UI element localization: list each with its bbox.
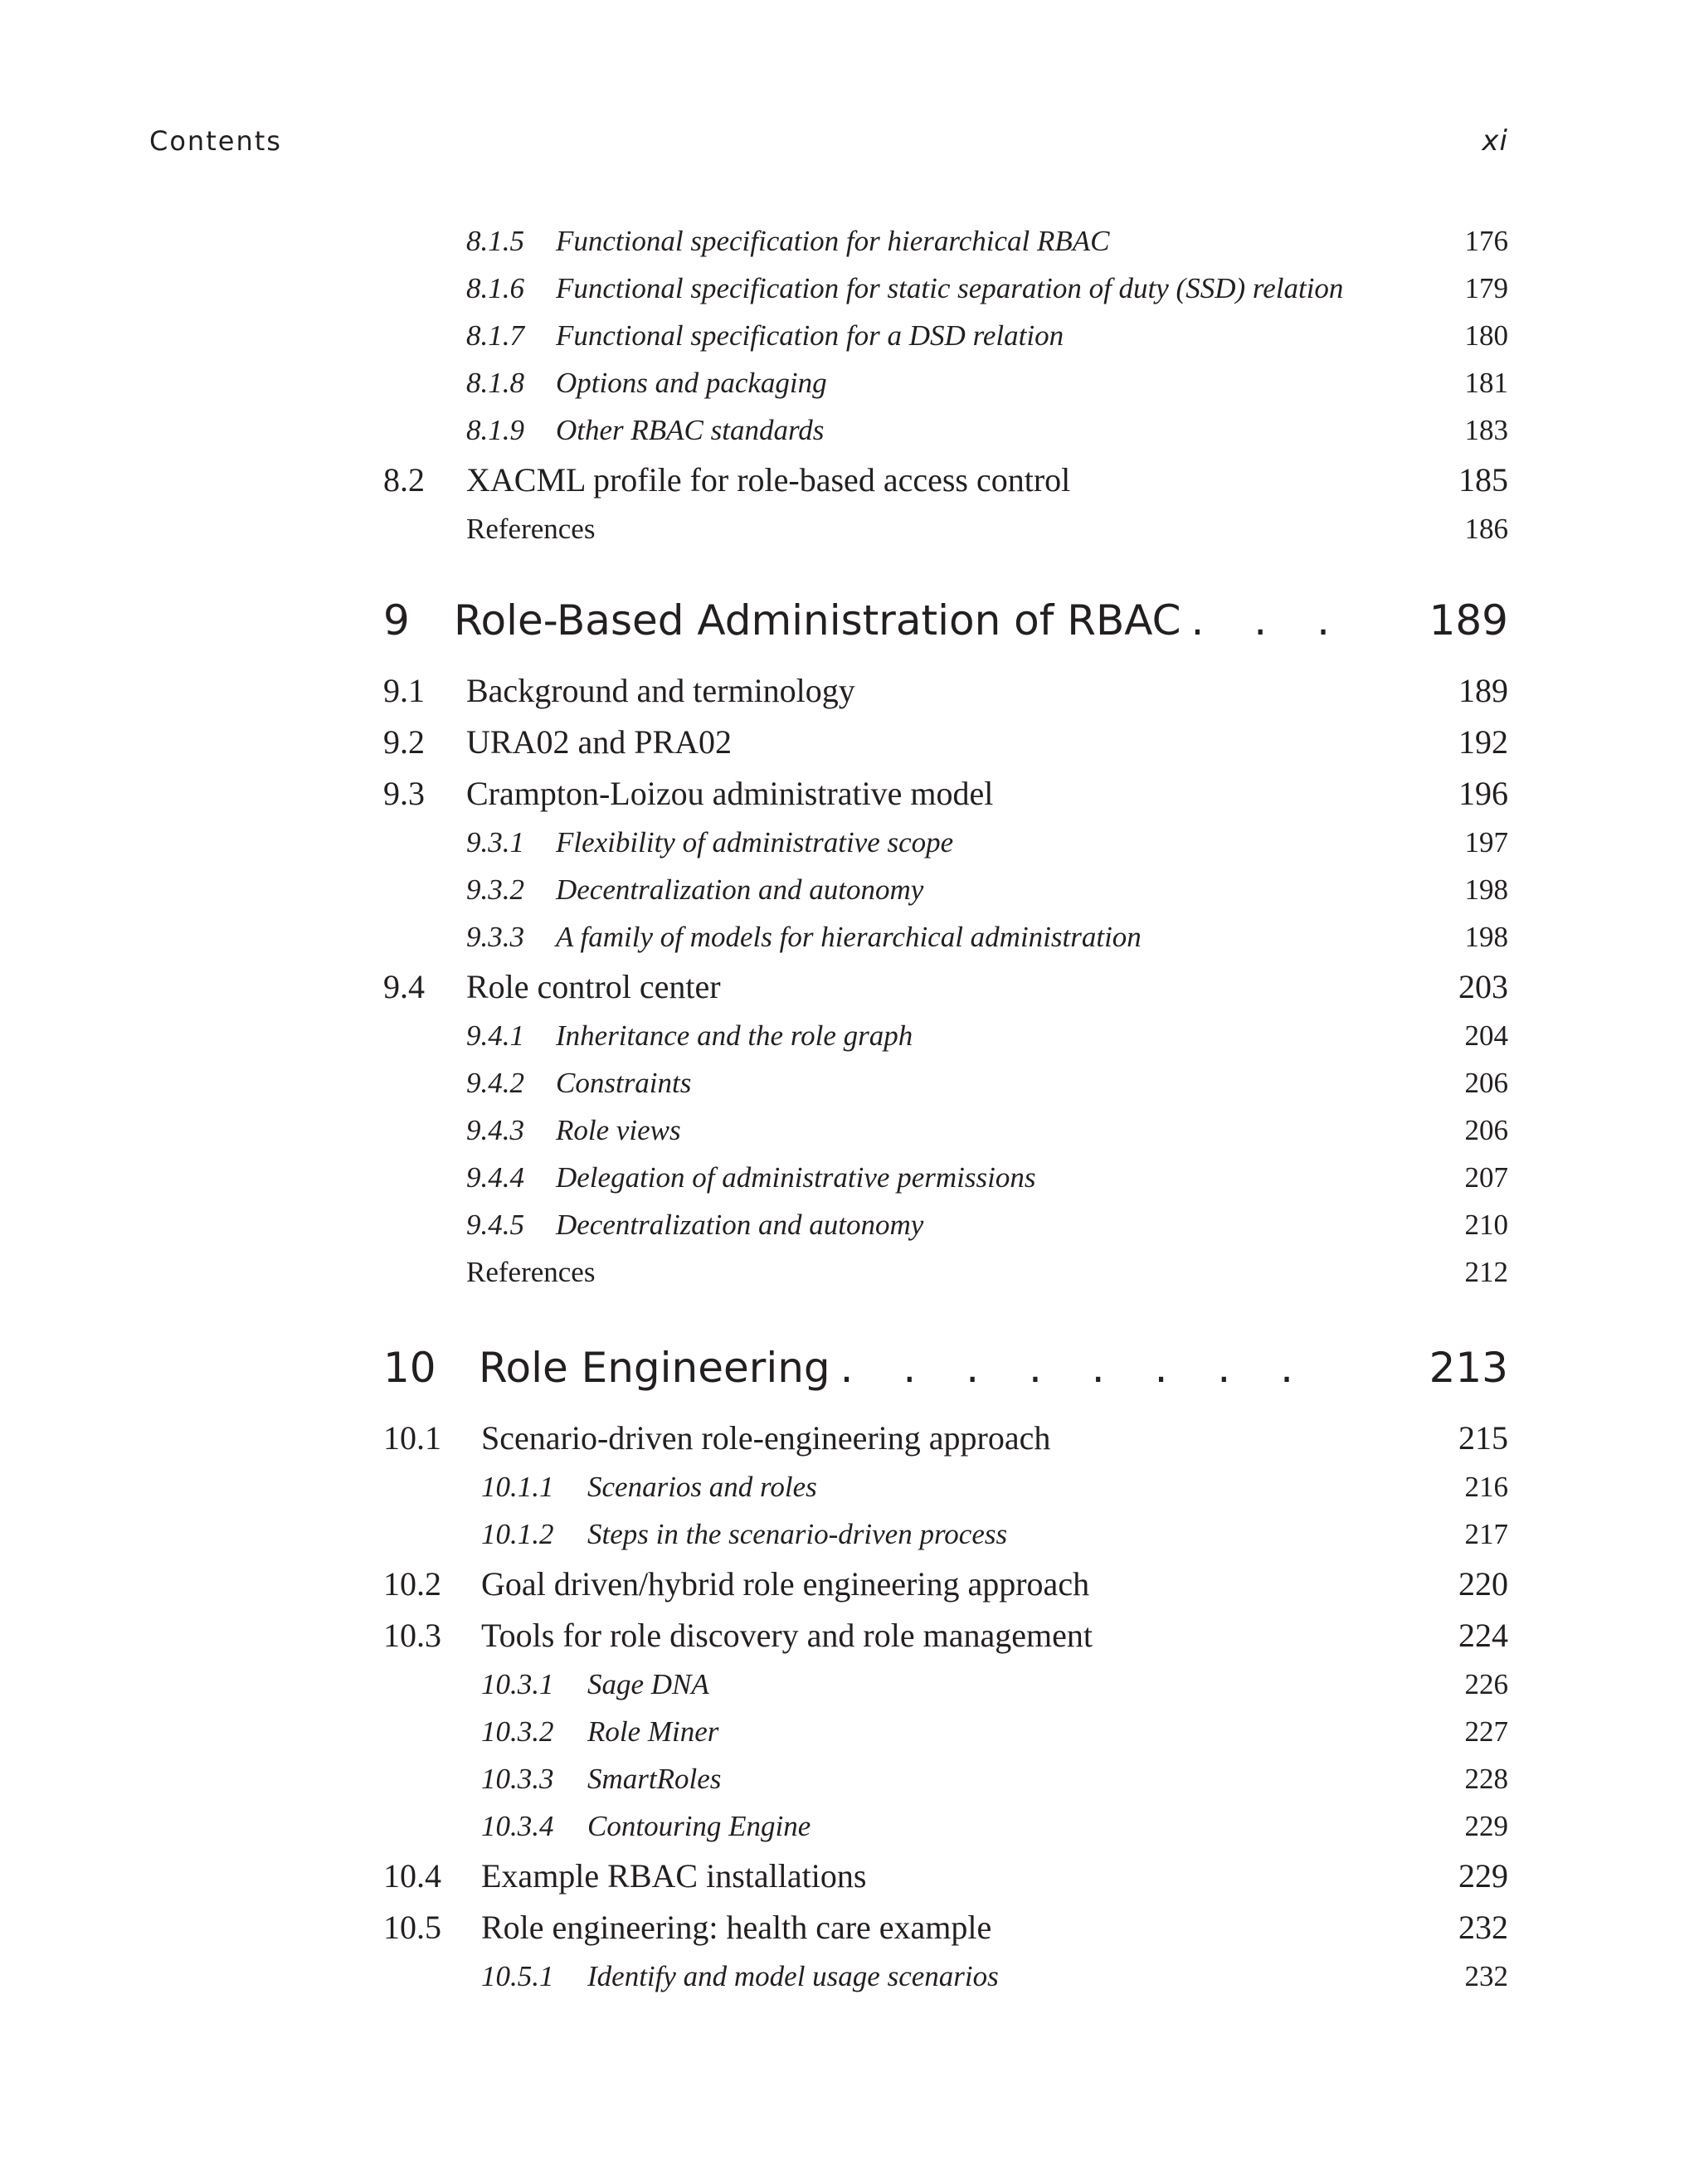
entry-title: Other RBAC standards bbox=[556, 413, 825, 446]
entry-number: 10.3.1 bbox=[481, 1667, 554, 1700]
entry-number: 9.3.3 bbox=[466, 920, 524, 953]
running-head bbox=[149, 124, 1508, 158]
entry-page: 224 bbox=[1458, 1616, 1508, 1654]
chapter-page: 189 bbox=[1429, 596, 1508, 644]
entry-page: 226 bbox=[1464, 1667, 1508, 1700]
entry-title: SmartRoles bbox=[587, 1762, 722, 1795]
entry-title: Inheritance and the role graph bbox=[556, 1019, 913, 1052]
chapter-leader-dots: . . . . . . . . bbox=[840, 1344, 1312, 1392]
toc-subsection-entry bbox=[383, 1107, 1508, 1154]
entry-title: Functional specification for a DSD relation bbox=[556, 319, 1064, 352]
entry-page: 186 bbox=[1464, 512, 1508, 545]
running-head-page-number: xi bbox=[1482, 124, 1508, 158]
entry-title: Flexibility of administrative scope bbox=[556, 825, 954, 859]
toc-subsection-entry bbox=[383, 1463, 1508, 1510]
toc-chapter-heading bbox=[383, 591, 1508, 649]
entry-page: 197 bbox=[1464, 825, 1508, 859]
toc-subsection-entry bbox=[383, 1059, 1508, 1107]
toc-subsection-entry bbox=[383, 1201, 1508, 1248]
toc-subsection-entry bbox=[383, 1953, 1508, 2000]
entry-title: Options and packaging bbox=[556, 366, 827, 399]
entry-title: Decentralization and autonomy bbox=[556, 1208, 924, 1241]
entry-number: 9.4.4 bbox=[466, 1160, 524, 1194]
entry-title: URA02 and PRA02 bbox=[466, 722, 733, 761]
toc-subsection-entry bbox=[383, 1510, 1508, 1558]
entry-number: 10.3.2 bbox=[481, 1715, 554, 1748]
entry-number: 9.4 bbox=[383, 967, 425, 1005]
toc-subsection-entry bbox=[383, 265, 1508, 312]
chapter-number: 9 bbox=[383, 596, 410, 644]
toc-section-entry bbox=[383, 767, 1508, 819]
toc-subsection-entry bbox=[383, 1154, 1508, 1201]
toc-section-entry bbox=[383, 1850, 1508, 1901]
entry-number: 8.1.5 bbox=[466, 224, 524, 257]
entry-page: 228 bbox=[1464, 1762, 1508, 1795]
entry-page: 229 bbox=[1458, 1856, 1508, 1895]
entry-page: 217 bbox=[1464, 1517, 1508, 1550]
entry-page: 216 bbox=[1464, 1470, 1508, 1503]
entry-number: 8.1.9 bbox=[466, 413, 524, 446]
entry-page: 198 bbox=[1464, 873, 1508, 906]
entry-page: 204 bbox=[1464, 1019, 1508, 1052]
entry-page: 229 bbox=[1464, 1809, 1508, 1842]
entry-title: Role views bbox=[556, 1113, 681, 1146]
entry-number: 10.1.2 bbox=[481, 1517, 554, 1550]
entry-number: 9.2 bbox=[383, 722, 425, 761]
entry-title: Functional specification for static separation of duty (SSD) relation bbox=[556, 271, 1344, 304]
toc-section-entry bbox=[383, 1558, 1508, 1609]
entry-page: 180 bbox=[1464, 319, 1508, 352]
entry-page: 206 bbox=[1464, 1113, 1508, 1146]
toc-references-entry bbox=[383, 1248, 1508, 1296]
entry-title: Scenarios and roles bbox=[587, 1470, 817, 1503]
entry-title: Contouring Engine bbox=[587, 1809, 811, 1842]
entry-title: Scenario-driven role-engineering approach bbox=[481, 1418, 1051, 1457]
entry-page: 210 bbox=[1464, 1208, 1508, 1241]
toc-block-chapter10 bbox=[383, 1339, 1508, 2000]
entry-title: Identify and model usage scenarios bbox=[587, 1959, 999, 1992]
entry-number: 10.3.4 bbox=[481, 1809, 554, 1842]
entry-number: 9.3.1 bbox=[466, 825, 524, 859]
entry-page: 207 bbox=[1464, 1160, 1508, 1194]
toc-subsection-entry bbox=[383, 1755, 1508, 1802]
entry-title: Functional specification for hierarchical RBAC bbox=[556, 224, 1110, 257]
entry-page: 203 bbox=[1458, 967, 1508, 1005]
chapter-title: Role Engineering bbox=[479, 1344, 830, 1392]
entry-title: XACML profile for role-based access control bbox=[466, 460, 1071, 499]
toc-section-entry bbox=[383, 1412, 1508, 1463]
toc-block-chapter9 bbox=[383, 591, 1508, 1296]
entry-page: 185 bbox=[1458, 460, 1508, 499]
chapter-title: Role-Based Administration of RBAC bbox=[454, 596, 1181, 644]
entry-number: 10.5.1 bbox=[481, 1959, 554, 1992]
toc-section-entry bbox=[383, 1609, 1508, 1661]
toc-subsection-entry bbox=[383, 1012, 1508, 1059]
entry-page: 192 bbox=[1458, 722, 1508, 761]
entry-title: Decentralization and autonomy bbox=[556, 873, 924, 906]
entry-title: References bbox=[466, 1255, 596, 1288]
running-head-title: Contents bbox=[149, 125, 282, 157]
entry-page: 198 bbox=[1464, 920, 1508, 953]
entry-page: 215 bbox=[1458, 1418, 1508, 1457]
entry-page: 232 bbox=[1458, 1908, 1508, 1946]
chapter-page: 213 bbox=[1429, 1344, 1508, 1392]
entry-number: 10.1.1 bbox=[481, 1470, 554, 1503]
entry-page: 181 bbox=[1464, 366, 1508, 399]
entry-number: 8.1.6 bbox=[466, 271, 524, 304]
entry-number: 9.4.5 bbox=[466, 1208, 524, 1241]
entry-page: 232 bbox=[1464, 1959, 1508, 1992]
toc-subsection-entry bbox=[383, 1661, 1508, 1708]
entry-title: Background and terminology bbox=[466, 671, 855, 709]
entry-page: 212 bbox=[1464, 1255, 1508, 1288]
entry-title: Constraints bbox=[556, 1066, 692, 1099]
entry-page: 189 bbox=[1458, 671, 1508, 709]
toc-block-chapter8-continued bbox=[383, 217, 1508, 552]
entry-page: 227 bbox=[1464, 1715, 1508, 1748]
entry-number: 10.5 bbox=[383, 1908, 441, 1946]
entry-title: Crampton-Loizou administrative model bbox=[466, 774, 994, 812]
entry-title: Role Miner bbox=[587, 1715, 719, 1748]
toc-section-entry bbox=[383, 1901, 1508, 1953]
toc-subsection-entry bbox=[383, 819, 1508, 866]
entry-number: 10.3.3 bbox=[481, 1762, 554, 1795]
entry-number: 8.1.7 bbox=[466, 319, 524, 352]
entry-number: 9.1 bbox=[383, 671, 425, 709]
entry-number: 9.4.3 bbox=[466, 1113, 524, 1146]
entry-title: A family of models for hierarchical administration bbox=[556, 920, 1142, 953]
entry-page: 176 bbox=[1464, 224, 1508, 257]
entry-page: 220 bbox=[1458, 1564, 1508, 1603]
entry-title: Sage DNA bbox=[587, 1667, 709, 1700]
entry-title: Steps in the scenario-driven process bbox=[587, 1517, 1008, 1550]
entry-page: 196 bbox=[1458, 774, 1508, 812]
entry-number: 10.4 bbox=[383, 1856, 441, 1895]
toc-section-entry bbox=[383, 961, 1508, 1012]
entry-title: Role engineering: health care example bbox=[481, 1908, 992, 1946]
toc-subsection-entry bbox=[383, 406, 1508, 454]
entry-number: 8.1.8 bbox=[466, 366, 524, 399]
toc-subsection-entry bbox=[383, 866, 1508, 913]
entry-number: 8.2 bbox=[383, 460, 425, 499]
entry-page: 206 bbox=[1464, 1066, 1508, 1099]
toc-chapter-heading bbox=[383, 1339, 1508, 1397]
chapter-number: 10 bbox=[383, 1344, 436, 1392]
entry-number: 10.3 bbox=[383, 1616, 441, 1654]
entry-number: 10.1 bbox=[383, 1418, 441, 1457]
toc-subsection-entry bbox=[383, 913, 1508, 961]
toc-subsection-entry bbox=[383, 217, 1508, 265]
toc-section-entry bbox=[383, 716, 1508, 767]
entry-number: 9.3 bbox=[383, 774, 425, 812]
entry-title: Role control center bbox=[466, 967, 721, 1005]
toc-section-entry bbox=[383, 454, 1508, 505]
toc-subsection-entry bbox=[383, 1708, 1508, 1755]
entry-title: Goal driven/hybrid role engineering approach bbox=[481, 1564, 1090, 1603]
toc-references-entry bbox=[383, 505, 1508, 552]
entry-number: 9.4.2 bbox=[466, 1066, 524, 1099]
entry-title: Example RBAC installations bbox=[481, 1856, 867, 1895]
toc-subsection-entry bbox=[383, 312, 1508, 359]
chapter-leader-dots: . . . bbox=[1190, 596, 1348, 644]
entry-title: Tools for role discovery and role management bbox=[481, 1616, 1093, 1654]
toc-subsection-entry bbox=[383, 1802, 1508, 1850]
entry-number: 9.4.1 bbox=[466, 1019, 524, 1052]
entry-title: Delegation of administrative permissions bbox=[556, 1160, 1036, 1194]
toc-section-entry bbox=[383, 664, 1508, 716]
entry-number: 10.2 bbox=[383, 1564, 441, 1603]
entry-number: 9.3.2 bbox=[466, 873, 524, 906]
entry-page: 183 bbox=[1464, 413, 1508, 446]
entry-title: References bbox=[466, 512, 596, 545]
entry-page: 179 bbox=[1464, 271, 1508, 304]
toc-subsection-entry bbox=[383, 359, 1508, 406]
